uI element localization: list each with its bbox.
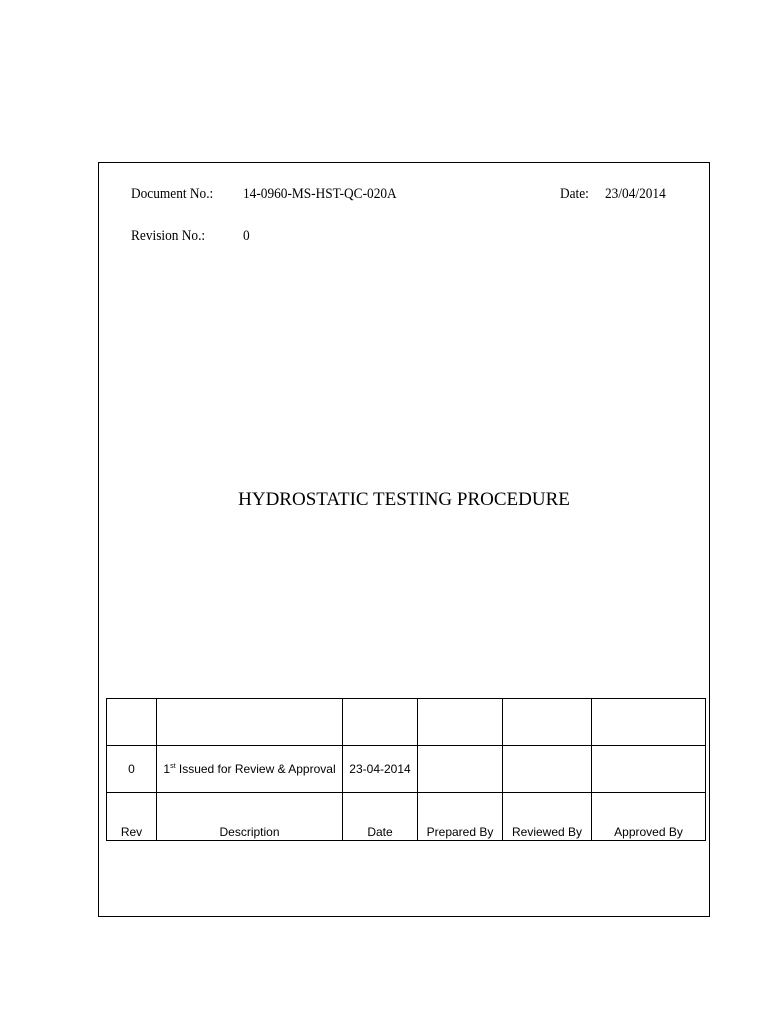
document-title: HYDROSTATIC TESTING PROCEDURE	[238, 489, 570, 510]
document-no-label: Document No.:	[131, 186, 214, 202]
column-header-reviewed-by: Reviewed By	[503, 793, 592, 841]
table-cell	[157, 699, 343, 746]
date-label: Date:	[560, 186, 589, 202]
description-cell	[157, 746, 343, 793]
column-header-description: Description	[157, 793, 343, 841]
table-cell	[343, 699, 418, 746]
table-cell	[503, 699, 592, 746]
approved-by-cell	[592, 746, 706, 793]
date-cell: 23-04-2014	[343, 746, 418, 793]
date-value: 23/04/2014	[605, 186, 666, 202]
column-header-prepared-by: Prepared By	[418, 793, 503, 841]
description-ordinal: 1	[163, 762, 171, 776]
revision-no-label: Revision No.:	[131, 228, 206, 244]
table-cell	[592, 699, 706, 746]
revision-table	[106, 698, 706, 841]
description-text: Issued for Review & Approval	[178, 762, 336, 776]
column-header-rev: Rev	[107, 793, 157, 841]
description-ordinal-suffix: st	[170, 763, 176, 770]
rev-cell: 0	[107, 746, 157, 793]
table-cell	[107, 699, 157, 746]
table-row-blank	[107, 699, 706, 746]
revision-no-value: 0	[243, 228, 250, 244]
table-header-row	[107, 793, 706, 841]
reviewed-by-cell	[503, 746, 592, 793]
table-row	[107, 746, 706, 793]
table-cell	[418, 699, 503, 746]
prepared-by-cell	[418, 746, 503, 793]
column-header-date: Date	[343, 793, 418, 841]
column-header-approved-by: Approved By	[592, 793, 706, 841]
document-no-value: 14-0960-MS-HST-QC-020A	[243, 186, 397, 202]
